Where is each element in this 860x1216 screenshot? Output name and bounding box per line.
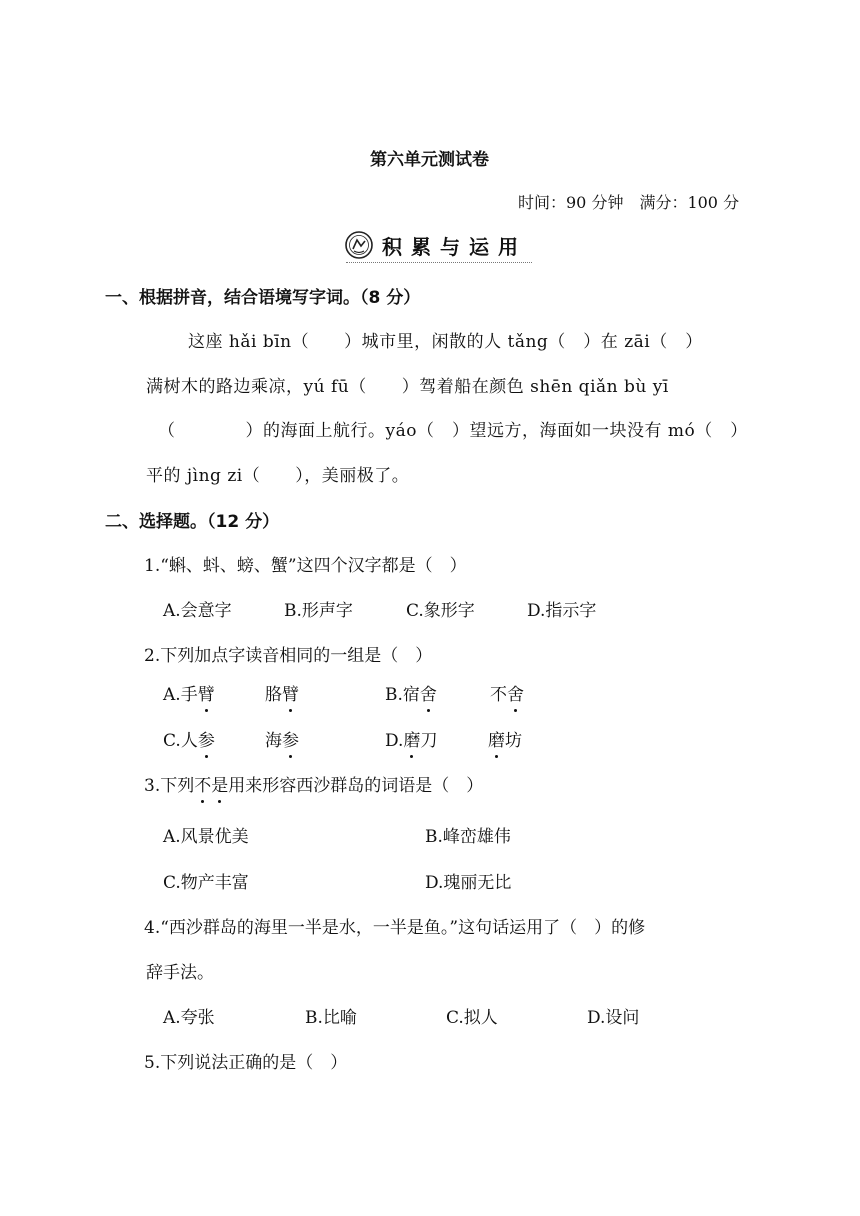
q1-option-a: A.会意字 — [163, 601, 232, 621]
option-label: B. — [385, 685, 403, 705]
dotted-char: 舍 — [420, 680, 437, 705]
option-label: A. — [163, 685, 181, 705]
q3-text — [144, 771, 483, 796]
q3-option-d: D.瑰丽无比 — [425, 873, 512, 893]
word-char: 刀 — [420, 731, 438, 751]
word-char: 宿 — [402, 685, 420, 705]
section1-line-4: 平的 jìng zi（ ），美丽极了。 — [146, 466, 410, 486]
q1-option-b: B.形声字 — [284, 601, 353, 621]
word-char: 坊 — [505, 731, 522, 751]
q2-text: 2.下列加点字读音相同的一组是（ ） — [144, 646, 433, 666]
q2-option-c — [163, 726, 215, 751]
q3-option-a: A.风景优美 — [163, 827, 249, 847]
section2-heading: 二、选择题。（12 分） — [105, 512, 280, 532]
dotted-char: 参 — [198, 726, 215, 751]
page-title: 第六单元测试卷 — [370, 150, 489, 170]
dotted-char: 参 — [282, 726, 299, 751]
seal-icon — [344, 230, 374, 260]
q2-option-a — [163, 680, 215, 705]
section1-heading: 一、根据拼音，结合语境写字词。（8 分） — [105, 288, 421, 308]
q4-text-line-1: 4.“西沙群岛的海里一半是水，一半是鱼。”这句话运用了（ ）的修 — [144, 918, 646, 938]
section1-line-3: （ ）的海面上航行。yáo（ ）望远方，海面如一块没有 mó（ ） — [158, 421, 748, 441]
option-label: D. — [385, 731, 404, 751]
q2-option-b — [385, 680, 437, 705]
word-char: 人 — [180, 731, 198, 751]
word-char: 海 — [265, 731, 282, 751]
section-banner — [344, 230, 527, 260]
q2-option-b-word2 — [490, 680, 524, 705]
q2-option-d-word2 — [488, 726, 522, 751]
q4-option-d: D.设问 — [587, 1008, 640, 1028]
banner-text: 积累与运用 — [382, 234, 527, 259]
q3-option-c: C.物产丰富 — [163, 873, 249, 893]
option-label: C. — [163, 731, 181, 751]
q4-option-c: C.拟人 — [446, 1008, 498, 1028]
q1-option-c: C.象形字 — [406, 601, 475, 621]
dotted-char: 臂 — [282, 680, 299, 705]
q5-text: 5.下列说法正确的是（ ） — [144, 1053, 348, 1073]
q3-text-post: 用来形容西沙群岛的词语是（ ） — [228, 776, 484, 796]
exam-meta: 时间：90 分钟 满分：100 分 — [518, 193, 740, 212]
q4-option-b: B.比喻 — [305, 1008, 357, 1028]
q3-text-pre: 3.下列 — [144, 776, 195, 796]
word-char: 不 — [490, 685, 507, 705]
dotted-char: 磨 — [403, 726, 420, 751]
section1-line-1: 这座 hǎi bīn（ ）城市里，闲散的人 tǎng（ ）在 zāi（ ） — [188, 332, 703, 352]
word-char: 手 — [180, 685, 198, 705]
q1-text: 1.“蝌、蚪、螃、蟹”这四个汉字都是（ ） — [144, 556, 467, 576]
q3-option-b: B.峰峦雄伟 — [425, 827, 511, 847]
dotted-char: 是 — [211, 771, 228, 796]
q4-text-line-2: 辞手法。 — [146, 963, 214, 983]
word-char: 胳 — [265, 685, 282, 705]
dotted-char: 臂 — [198, 680, 215, 705]
banner-underline — [346, 262, 532, 263]
dotted-char: 不 — [194, 771, 211, 796]
section1-line-2: 满树木的路边乘凉，yú fū（ ）驾着船在颜色 shēn qiǎn bù yī — [146, 377, 669, 397]
q4-option-a: A.夸张 — [163, 1008, 215, 1028]
dotted-char: 舍 — [507, 680, 524, 705]
q1-option-d: D.指示字 — [527, 601, 597, 621]
q2-option-a-word2 — [265, 680, 299, 705]
q2-option-c-word2 — [265, 726, 299, 751]
dotted-char: 磨 — [488, 726, 505, 751]
q2-option-d — [385, 726, 437, 751]
